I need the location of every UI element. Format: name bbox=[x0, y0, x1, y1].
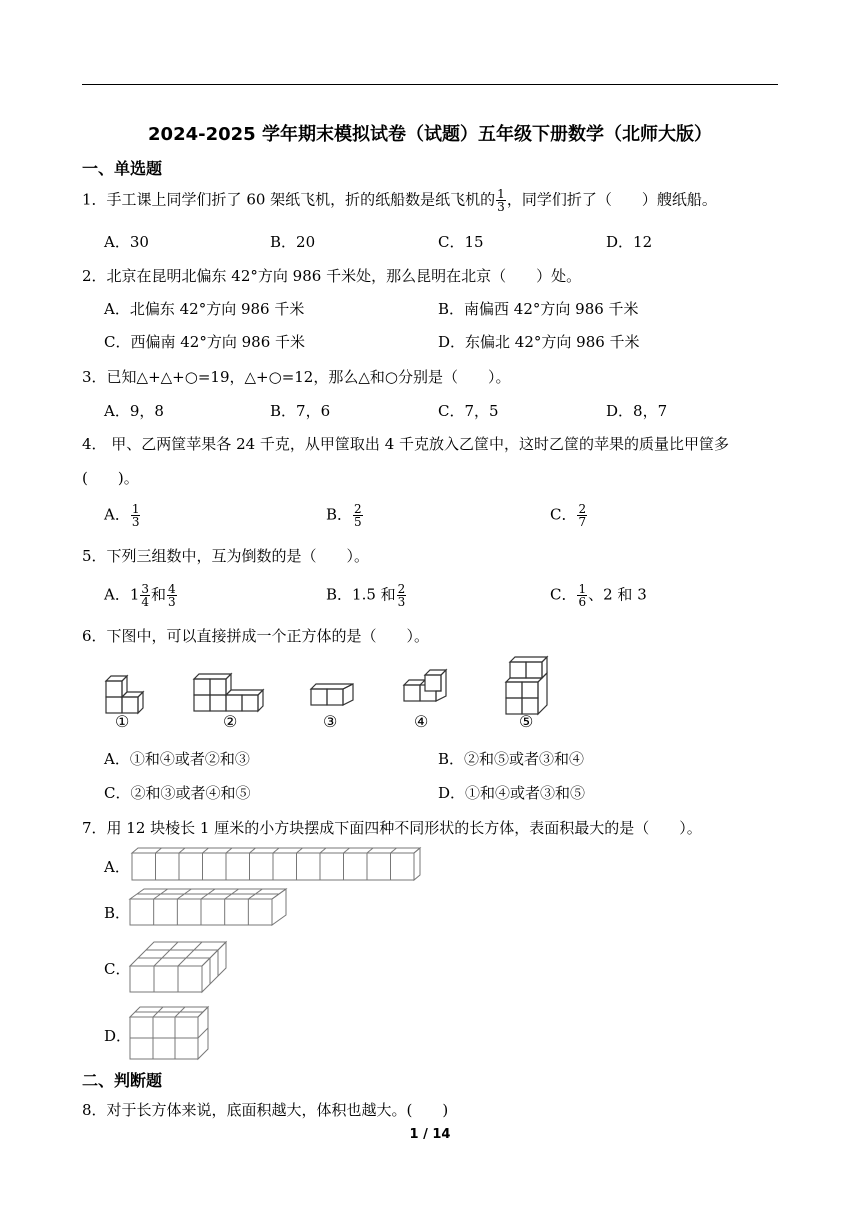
question-6: 6．下图中，可以直接拼成一个正方体的是（ ）。 bbox=[82, 627, 430, 645]
cube-figure-1 bbox=[100, 655, 160, 730]
question-1 bbox=[82, 188, 717, 213]
question-4-option-c[interactable]: C． $\frac{2}{7}$ bbox=[550, 502, 587, 529]
page-number: 1 / 14 bbox=[409, 1127, 451, 1142]
figure-label-5: ⑤ bbox=[519, 712, 534, 731]
block-figure-c bbox=[128, 938, 238, 996]
question-7-option-a[interactable]: A． bbox=[104, 858, 130, 876]
question-1-option-a[interactable]: A．30 bbox=[104, 233, 149, 251]
question-3-option-b[interactable]: B．7，6 bbox=[270, 402, 331, 420]
question-7-option-b[interactable]: B． bbox=[104, 904, 131, 922]
figure-label-3: ③ bbox=[323, 712, 338, 731]
question-2-option-b[interactable]: B．南偏西 42°方向 986 千米 bbox=[438, 300, 639, 318]
question-5-option-c[interactable]: C． $\frac{1}{6}$ 、2 和 3 bbox=[550, 582, 647, 609]
question-1-option-c[interactable]: C．15 bbox=[438, 233, 484, 251]
section-heading-single-choice: 一、单选题 bbox=[82, 159, 163, 178]
question-2-option-d[interactable]: D．东偏北 42°方向 986 千米 bbox=[438, 333, 640, 351]
section-heading-true-false: 二、判断题 bbox=[82, 1071, 163, 1090]
block-figure-a bbox=[128, 845, 428, 885]
figure-label-2: ② bbox=[223, 712, 238, 731]
question-2: 2．北京在昆明北偏东 42°方向 986 千米处，那么昆明在北京（ ）处。 bbox=[82, 267, 582, 285]
question-7-option-c[interactable]: C． bbox=[104, 960, 131, 978]
block-figure-d bbox=[128, 1003, 218, 1065]
question-1-option-b[interactable]: B．20 bbox=[270, 233, 316, 251]
question-4-line-1: 4． 甲、乙两筐苹果各 24 千克，从甲筐取出 4 千克放入乙筐中，这时乙筐的苹果的质量比甲筐多 bbox=[82, 435, 730, 453]
question-7-option-d[interactable]: D． bbox=[104, 1027, 132, 1045]
figure-label-4: ④ bbox=[414, 712, 429, 731]
question-6-option-d[interactable]: D．①和④或者③和⑤ bbox=[438, 784, 586, 802]
question-3-option-c[interactable]: C．7，5 bbox=[438, 402, 499, 420]
question-3: 3．已知△+△+○=19，△+○=12，那么△和○分别是（ ）。 bbox=[82, 368, 511, 386]
question-5-option-b[interactable]: B．1.5 和 $\frac{2}{3}$ bbox=[326, 582, 406, 609]
page-title: 2024-2025 学年期末模拟试卷（试题）五年级下册数学（北师大版） bbox=[148, 124, 712, 145]
question-2-option-c[interactable]: C．西偏南 42°方向 986 千米 bbox=[104, 333, 305, 351]
block-figure-b bbox=[128, 885, 288, 933]
question-7: 7．用 12 块棱长 1 厘米的小方块摆成下面四种不同形状的长方体，表面积最大的是（ ）。 bbox=[82, 819, 702, 837]
header-rule bbox=[82, 84, 778, 85]
question-5-option-a[interactable]: A．1 $\frac{3}{4}$ 和 $\frac{4}{3}$ bbox=[104, 582, 176, 609]
question-5: 5．下列三组数中，互为倒数的是（ ）。 bbox=[82, 547, 370, 565]
question-1-text-b: ，同学们折了（ ）艘纸船。 bbox=[506, 190, 717, 209]
question-3-option-d[interactable]: D．8，7 bbox=[606, 402, 668, 420]
question-6-option-b[interactable]: B．②和⑤或者③和④ bbox=[438, 750, 585, 768]
question-1-text-a: 1．手工课上同学们折了 60 架纸飞机，折的纸船数是纸飞机的 bbox=[82, 190, 496, 209]
question-6-option-c[interactable]: C．②和③或者④和⑤ bbox=[104, 784, 251, 802]
question-4-option-a[interactable]: A． $\frac{1}{3}$ bbox=[104, 502, 140, 529]
figure-label-1: ① bbox=[115, 712, 130, 731]
question-8: 8．对于长方体来说，底面积越大，体积也越大。( ) bbox=[82, 1101, 449, 1119]
question-4-option-b[interactable]: B． $\frac{2}{5}$ bbox=[326, 502, 362, 529]
question-2-option-a[interactable]: A．北偏东 42°方向 986 千米 bbox=[104, 300, 305, 318]
question-4-line-2: ( )。 bbox=[82, 469, 139, 487]
question-3-option-a[interactable]: A．9，8 bbox=[104, 402, 164, 420]
question-1-fraction: $\frac{1}{3}$ bbox=[497, 187, 505, 214]
question-6-option-a[interactable]: A．①和④或者②和③ bbox=[104, 750, 250, 768]
question-1-option-d[interactable]: D．12 bbox=[606, 233, 653, 251]
